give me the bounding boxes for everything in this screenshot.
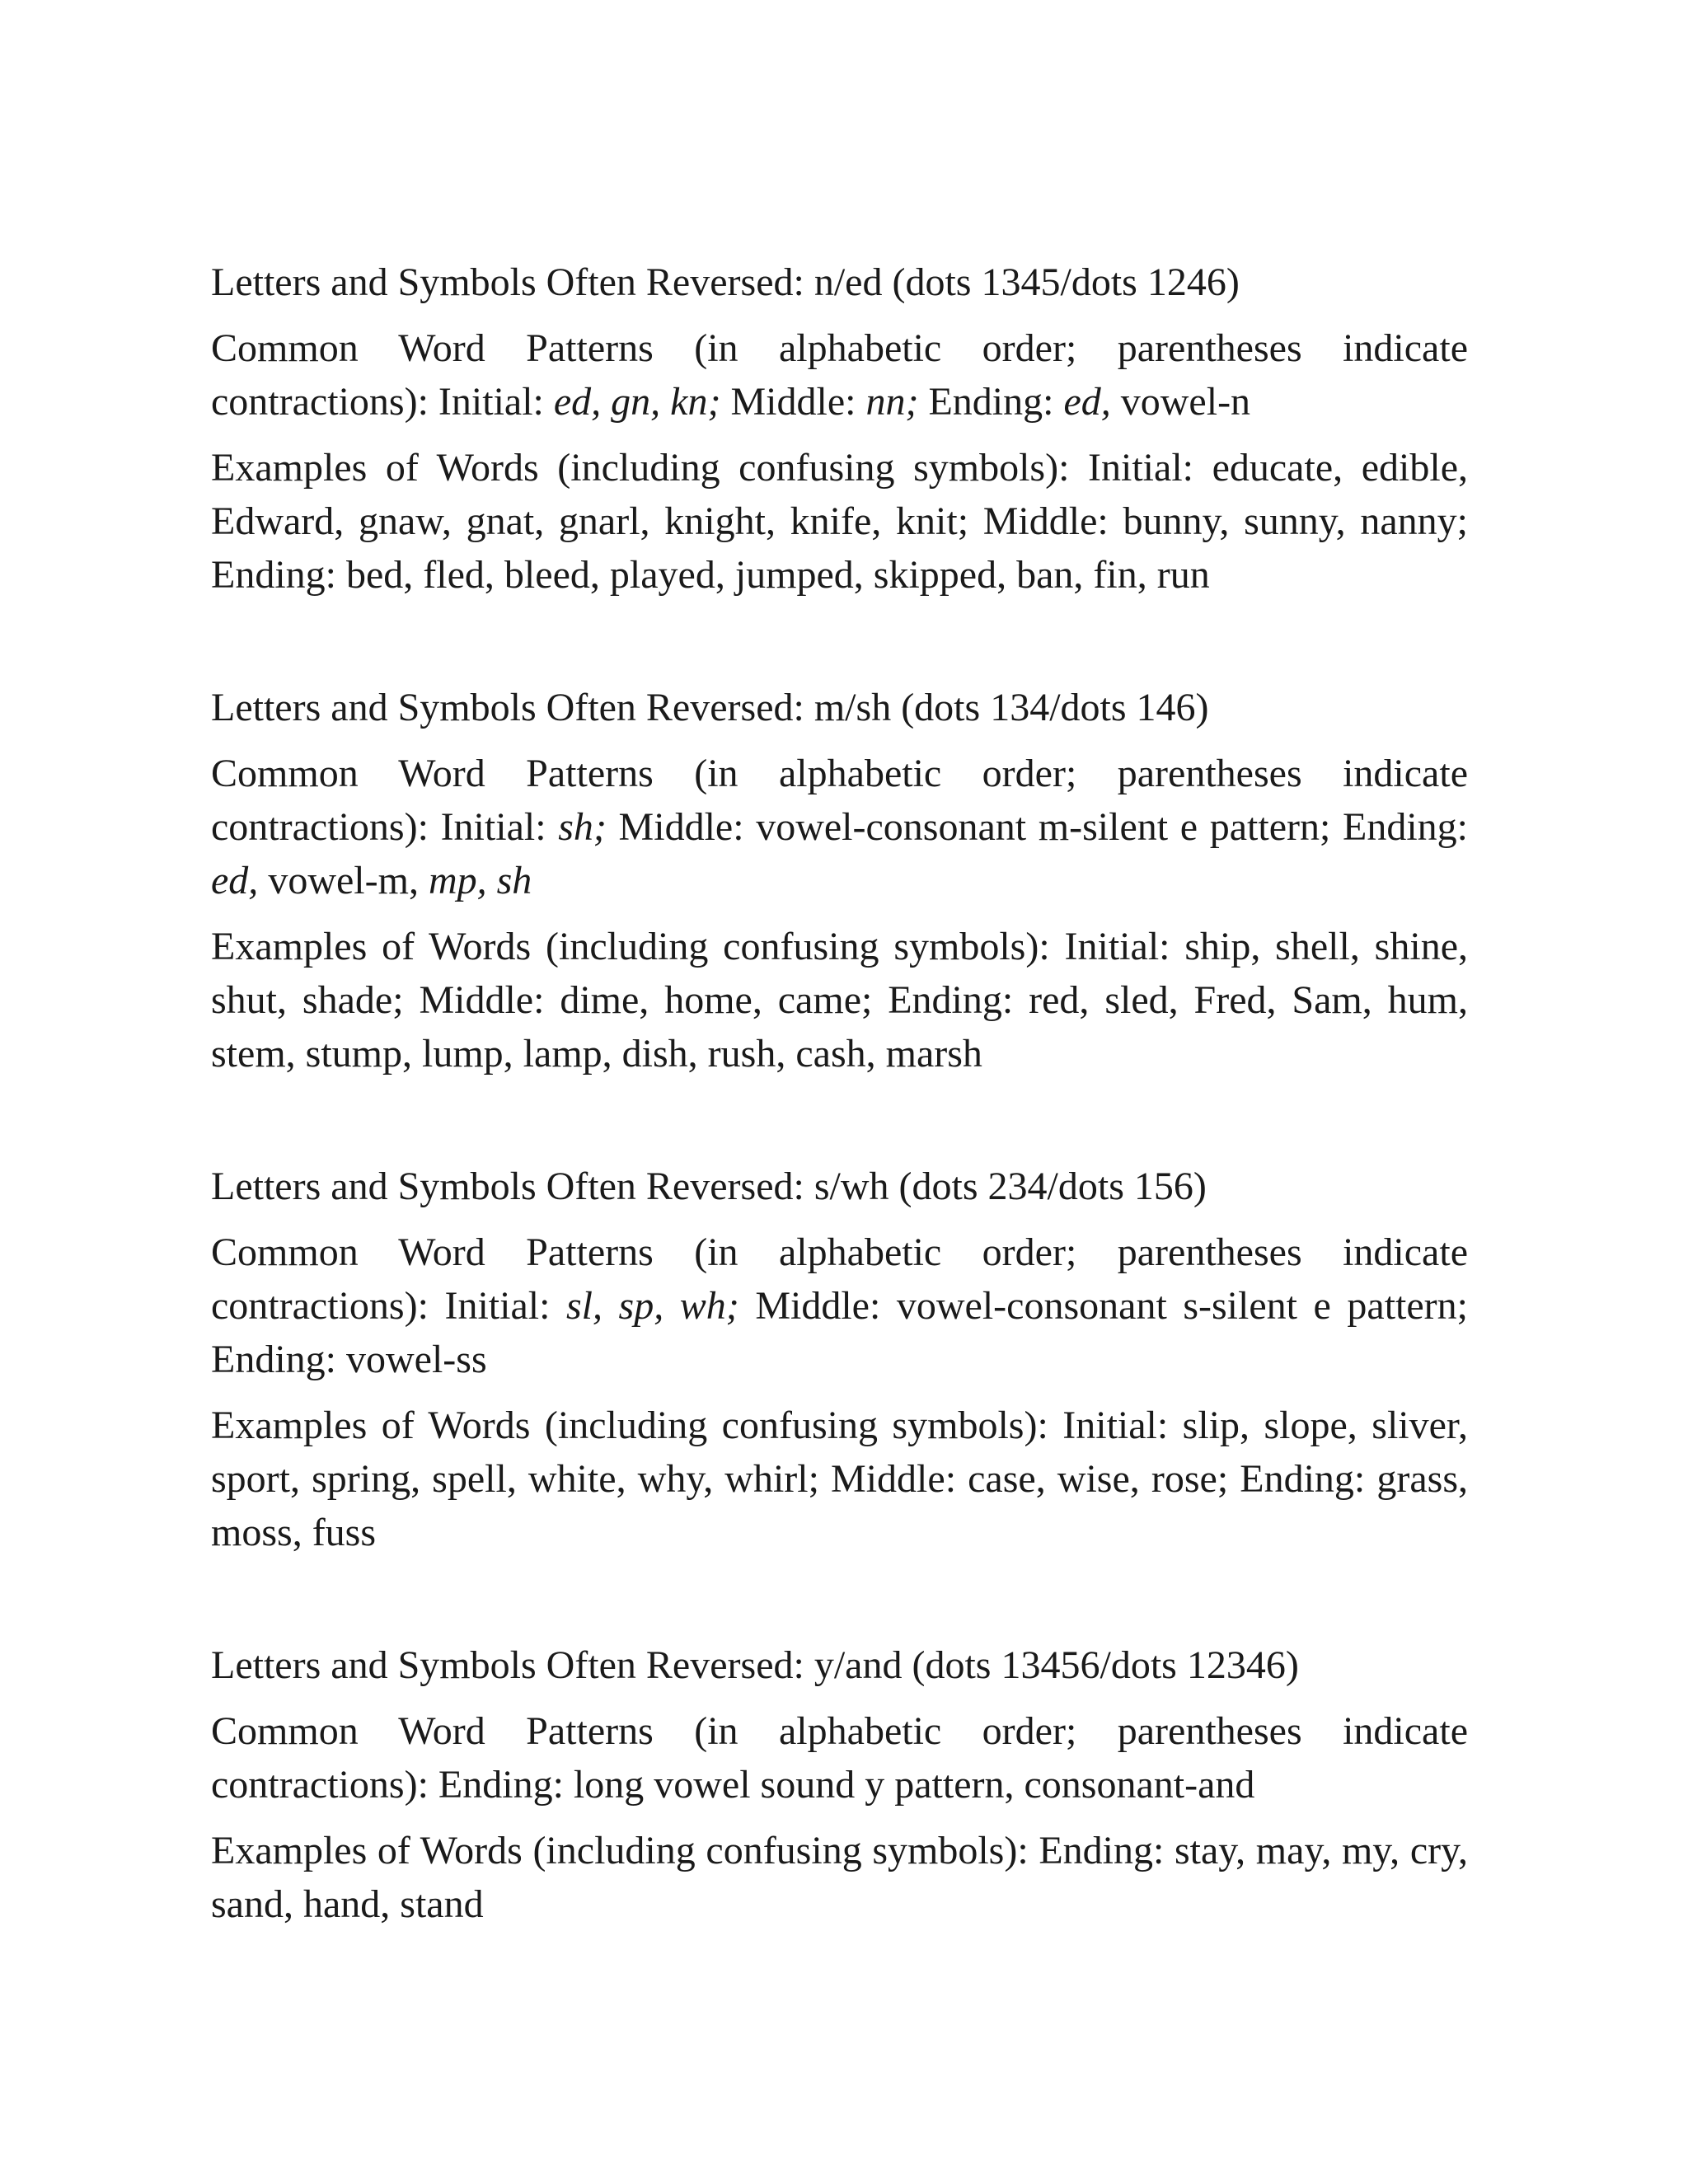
examples-paragraph: Examples of Words (including confusing symbols): Initial: educate, edible, Edward, gnaw, gnat, gnarl, knight, knife, knit; Middle: bunny, sunny, nanny; Ending: bed, fled, bleed, played, jumped, skipped, ban, fin, run [211,446,1468,597]
examples-paragraph: Examples of Words (including confusing symbols): Initial: slip, slope, sliver, sport, spring, spell, white, why, whirl; Middle: case, wise, rose; Ending: grass, moss, fuss [211,1404,1468,1554]
reversed-letters-heading: Letters and Symbols Often Reversed: m/sh (dots 134/dots 146) [211,686,1209,729]
patterns-middle: nn; [865,380,919,424]
examples-paragraph: Examples of Words (including confusing symbols): Ending: stay, may, my, cry, sand, hand, stand [211,1829,1468,1926]
patterns-lead: Common Word Patterns (in alphabetic order; parentheses indicate contractions): Initial: [211,326,1468,424]
section-y-and [211,1638,1468,1931]
patterns-initial: ed, gn, kn; [553,380,721,424]
word-patterns-paragraph: Common Word Patterns (in alphabetic order; parentheses indicate contractions): Ending: long vowel sound y pattern, consonant-and [211,1709,1468,1807]
patterns-initial: sl, sp, wh; [565,1284,739,1328]
patterns-middle-label: Middle: [720,380,866,424]
patterns-ending-italic-2: mp, sh [428,859,532,902]
reversed-letters-heading: Letters and Symbols Often Reversed: n/ed (dots 1345/dots 1246) [211,260,1240,304]
patterns-middle-text: Middle: vowel-consonant m-silent e pattern; Ending: [606,805,1469,849]
patterns-lead: Common Word Patterns (in alphabetic order; parentheses indicate contractions): Initial: [211,752,1468,849]
document-page [211,255,1468,2010]
section-m-sh [211,681,1468,1080]
patterns-ending-rest: vowel-n [1110,380,1251,424]
patterns-ending-italic: ed, [211,859,259,902]
reversed-letters-heading: Letters and Symbols Often Reversed: s/wh (dots 234/dots 156) [211,1165,1207,1208]
examples-paragraph: Examples of Words (including confusing symbols): Initial: ship, shell, shine, shut, shade; Middle: dime, home, came; Ending: red, sled, Fred, Sam, hum, stem, stump, lump, lamp, dish, rush, cash, marsh [211,925,1468,1076]
patterns-ending-italic: ed, [1063,380,1111,424]
section-s-wh [211,1160,1468,1559]
section-n-ed [211,255,1468,602]
patterns-ending-mid: vowel-m, [258,859,429,902]
patterns-ending-label: Ending: [918,380,1064,424]
word-patterns-paragraph [211,1226,1468,1386]
patterns-initial: sh; [558,805,607,849]
word-patterns-paragraph [211,321,1468,429]
word-patterns-paragraph [211,747,1468,907]
patterns-rest: Middle: vowel-consonant s-silent e pattern; Ending: vowel-ss [211,1284,1469,1381]
reversed-letters-heading: Letters and Symbols Often Reversed: y/and (dots 13456/dots 12346) [211,1643,1299,1687]
patterns-lead: Common Word Patterns (in alphabetic order; parentheses indicate contractions): Initial: [211,1230,1468,1328]
